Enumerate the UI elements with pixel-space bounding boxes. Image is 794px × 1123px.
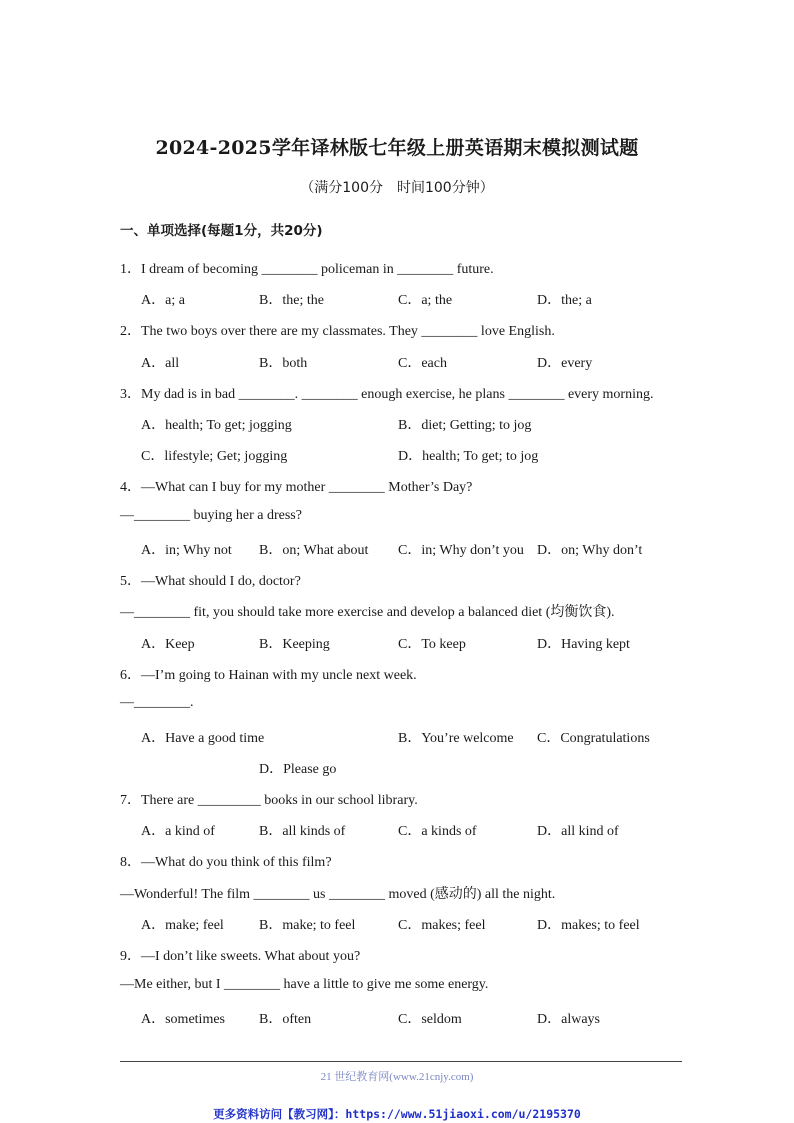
question-6-option-c: C．Congratulations [537,731,650,746]
question-3-option-b: B．diet; Getting; to jog [398,418,532,433]
page-title: 2024-2025学年译林版七年级上册英语期末模拟测试题 [155,137,639,159]
question-1-option-a: A．a; a [141,293,185,308]
question-2-option-d: D．every [537,356,593,371]
section-heading: 一、单项选择(每题1分，共20分) [120,223,323,239]
question-8-option-c: C．makes; feel [398,918,486,933]
question-6-stem: 6．—I’m going to Hainan with my uncle next week. [120,668,417,683]
footer-resource-link[interactable]: 更多资料访问【教习网】：https://www.51jiaoxi.com/u/2195370 [213,1107,581,1121]
question-8-option-d: D．makes; to feel [537,918,640,933]
question-9-option-a: A．sometimes [141,1012,225,1027]
footer-site-credit: 21 世纪教育网(www.21cnjy.com) [320,1071,474,1083]
question-4-reply: —________ buying her a dress? [120,508,302,523]
exam-info: （满分100分 时间100分钟） [300,180,494,196]
question-4-option-c: C．in; Why don’t you [398,543,524,558]
question-3-option-a: A．health; To get; jogging [141,418,292,433]
footer-divider [120,1061,682,1062]
question-2-option-c: C．each [398,356,447,371]
question-6-option-a: A．Have a good time [141,731,265,746]
question-3-option-c: C．lifestyle; Get; jogging [141,449,288,464]
question-6-option-d: D．Please go [259,762,337,777]
question-5-reply: —________ fit, you should take more exercise and develop a balanced diet (均衡饮食). [120,605,615,620]
question-3-option-d: D．health; To get; to jog [398,449,539,464]
question-4-stem: 4．—What can I buy for my mother ________ Mother’s Day? [120,480,473,495]
question-4-option-a: A．in; Why not [141,543,232,558]
question-1-option-d: D．the; a [537,293,592,308]
question-5-option-d: D．Having kept [537,637,630,652]
question-1-option-b: B．the; the [259,293,324,308]
question-3-stem: 3．My dad is in bad ________. ________ enough exercise, he plans ________ every morning. [120,387,654,402]
question-9-reply: —Me either, but I ________ have a little to give me some energy. [120,977,489,992]
question-4-option-d: D．on; Why don’t [537,543,643,558]
question-9-stem: 9．—I don’t like sweets. What about you? [120,949,361,964]
question-7-stem: 7．There are _________ books in our school library. [120,793,418,808]
question-7-option-d: D．all kind of [537,824,619,839]
question-8-stem: 8．—What do you think of this film? [120,855,332,870]
question-5-stem: 5．—What should I do, doctor? [120,574,301,589]
question-8-option-a: A．make; feel [141,918,224,933]
question-7-option-a: A．a kind of [141,824,215,839]
question-7-option-b: B．all kinds of [259,824,346,839]
question-6-option-b: B．You’re welcome [398,731,514,746]
question-8-reply: —Wonderful! The film ________ us ________ moved (感动的) all the night. [120,887,556,902]
question-6-reply: —________. [120,695,194,710]
question-9-option-d: D．always [537,1012,600,1027]
question-5-option-c: C．To keep [398,637,466,652]
question-2-option-b: B．both [259,356,308,371]
question-4-option-b: B．on; What about [259,543,369,558]
question-2-option-a: A．all [141,356,180,371]
question-5-option-a: A．Keep [141,637,195,652]
question-8-option-b: B．make; to feel [259,918,356,933]
question-1-option-c: C．a; the [398,293,453,308]
question-1-stem: 1．I dream of becoming ________ policeman in ________ future. [120,262,494,277]
question-7-option-c: C．a kinds of [398,824,477,839]
question-9-option-b: B．often [259,1012,312,1027]
question-5-option-b: B．Keeping [259,637,330,652]
question-9-option-c: C．seldom [398,1012,462,1027]
question-2-stem: 2．The two boys over there are my classmates. They ________ love English. [120,324,555,339]
